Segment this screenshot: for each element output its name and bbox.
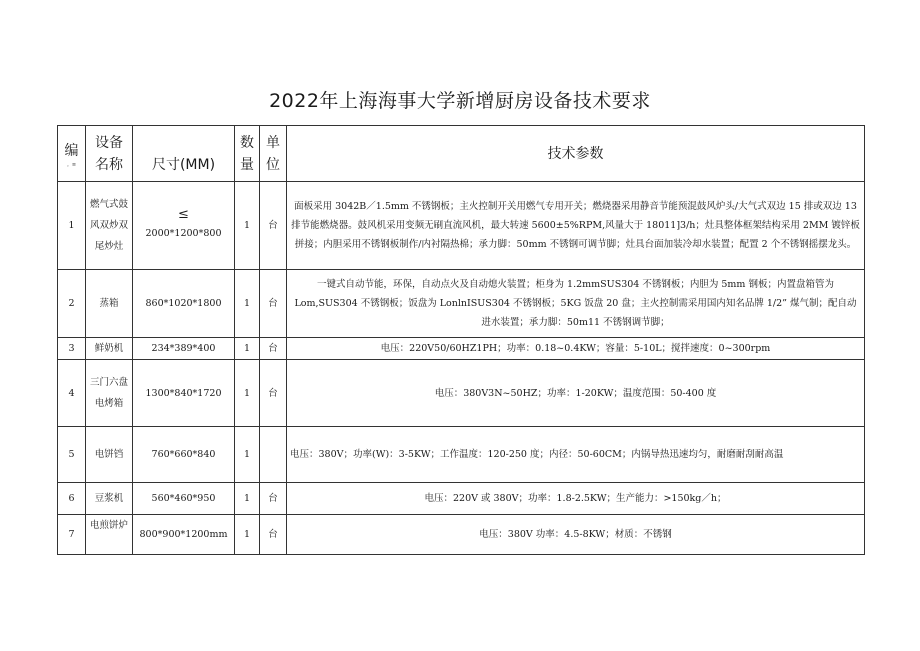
header-no: 编 。≡ <box>58 126 86 182</box>
header-qty: 数量 <box>235 126 260 182</box>
cell-params: 电压：220V50/60HZ1PH；功率：0.18~0.4KW；容量：5-10L；搅拌速度：0~300rpm <box>287 338 865 360</box>
cell-unit: 台 <box>260 270 287 338</box>
cell-qty: 1 <box>235 360 260 427</box>
cell-name: 三门六盘电烤箱 <box>86 360 133 427</box>
table-row <box>58 427 865 483</box>
cell-no: 5 <box>58 427 86 483</box>
cell-qty: 1 <box>235 338 260 360</box>
cell-no: 4 <box>58 360 86 427</box>
cell-params: 电压：380V；功率(W)：3-5KW；工作温度：120-250 度；内径：50-60CM；内锅导热迅速均匀，耐磨耐刮耐高温 <box>287 427 865 483</box>
cell-size: ≤ 2000*1200*800 <box>133 182 235 270</box>
cell-name: 电煎饼炉 <box>86 515 133 555</box>
cell-params: 面板采用 3042B／1.5mm 不锈钢板；主火控制开关用燃气专用开关；燃烧器采用静音节能预混鼓风炉头/大气式双边 15 排或双边 13 排节能燃烧器。鼓风机采用变频无刷直流风机，最大转速 5600±5%RPM,风量大于 18011]3/h；灶具整体框架结构采用 2MM 镀锌板拼接；内胆采用不锈钢板制作/内衬隔热棉；承力脚：50mm 不锈钢可调节脚；灶具台面加装冷却水装置；配置 2 个不锈钢摇摆龙头。 <box>287 182 865 270</box>
cell-params: 电压：380V3N~50HZ；功率：1-20KW；温度范围：50-400 度 <box>287 360 865 427</box>
cell-unit: 台 <box>260 360 287 427</box>
document-title: 2022年上海海事大学新增厨房设备技术要求 <box>269 90 651 112</box>
cell-no: 3 <box>58 338 86 360</box>
cell-size: 234*389*400 <box>133 338 235 360</box>
cell-size: 860*1020*1800 <box>133 270 235 338</box>
table-row <box>58 182 865 270</box>
table-row <box>58 360 865 427</box>
cell-qty: 1 <box>235 483 260 515</box>
table-row <box>58 483 865 515</box>
cell-unit: 台 <box>260 338 287 360</box>
cell-params: 电压：380V 功率：4.5-8KW；材质：不锈钢 <box>287 515 865 555</box>
header-unit: 单位 <box>260 126 287 182</box>
cell-no: 1 <box>58 182 86 270</box>
cell-name: 燃气式鼓风双炒双尾炒灶 <box>86 182 133 270</box>
cell-params: 电压：220V 或 380V；功率：1.8-2.5KW；生产能力：>150kg／h； <box>287 483 865 515</box>
cell-name: 豆浆机 <box>86 483 133 515</box>
cell-qty: 1 <box>235 515 260 555</box>
cell-no: 6 <box>58 483 86 515</box>
cell-unit <box>260 427 287 483</box>
cell-no: 2 <box>58 270 86 338</box>
cell-name: 蒸箱 <box>86 270 133 338</box>
cell-qty: 1 <box>235 270 260 338</box>
cell-unit: 台 <box>260 182 287 270</box>
table-header-row <box>58 126 865 182</box>
cell-name: 鲜奶机 <box>86 338 133 360</box>
cell-size: 1300*840*1720 <box>133 360 235 427</box>
table-row <box>58 515 865 555</box>
cell-name: 电饼铛 <box>86 427 133 483</box>
cell-size: 760*660*840 <box>133 427 235 483</box>
table-row <box>58 270 865 338</box>
cell-qty: 1 <box>235 182 260 270</box>
cell-no: 7 <box>58 515 86 555</box>
cell-qty: 1 <box>235 427 260 483</box>
header-name: 设备名称 <box>86 126 133 182</box>
table-row <box>58 338 865 360</box>
header-params: 技术参数 <box>287 126 865 182</box>
cell-size: 560*460*950 <box>133 483 235 515</box>
cell-size: 800*900*1200mm <box>133 515 235 555</box>
header-size: 尺寸(MM) <box>133 126 235 182</box>
cell-unit: 台 <box>260 515 287 555</box>
cell-params: 一键式自动节能，环保，自动点火及自动熄火装置；柜身为 1.2mmSUS304 不锈钢板；内胆为 5mm 钢板；内置盘箱管为 Lom,SUS304 不锈钢板；饭盘为 LonlnISUS304 不锈钢板；5KG 饭盘 20 盘；主火控制需采用国内知名品牌 1/2” 煤气制；配自动进水装置；承力脚：50m11 不锈钢调节脚； <box>287 270 865 338</box>
cell-unit: 台 <box>260 483 287 515</box>
equipment-spec-table <box>57 125 865 555</box>
